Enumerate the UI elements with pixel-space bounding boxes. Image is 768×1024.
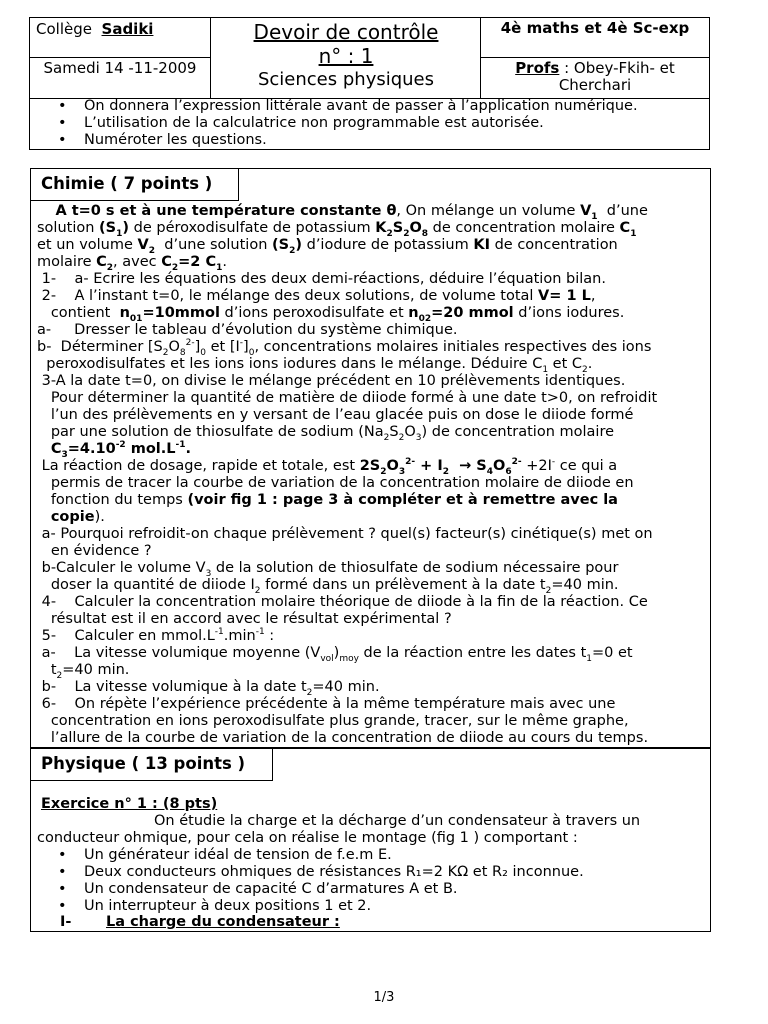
exam-classes: 4è maths et 4è Sc-exp	[500, 19, 690, 37]
component-item: • Un générateur idéal de tension de f.e.m E.	[30, 847, 584, 864]
page-number: 1/3	[373, 990, 395, 1005]
exercise-title: Exercice n° 1 : (8 pts)	[41, 796, 218, 812]
instructions-list	[30, 98, 638, 149]
components-list	[30, 847, 584, 915]
college-name: Sadiki	[101, 20, 154, 38]
exam-subject: Sciences physiques	[257, 69, 435, 90]
exam-date: Samedi 14 -11-2009	[43, 59, 197, 77]
exercise-intro-line2: conducteur ohmique, pour cela on réalise le montage (fig 1 ) comportant :	[37, 830, 578, 846]
college-cell	[36, 21, 153, 38]
exam-profs	[484, 60, 706, 94]
profs-label: Profs	[515, 59, 560, 77]
instruction-item: • L’utilisation de la calculatrice non programmable est autorisée.	[30, 115, 638, 132]
profs-names: : Obey-Fkih- et Cherchari	[558, 59, 675, 94]
exam-title: Devoir de contrôle	[253, 20, 439, 44]
instruction-item: • Numéroter les questions.	[30, 132, 638, 149]
component-item: • Un condensateur de capacité C d’armatures A et B.	[30, 881, 584, 898]
component-item: • Un interrupteur à deux positions 1 et 2.	[30, 898, 584, 915]
exam-number: n° : 1	[318, 44, 374, 68]
physique-title: Physique ( 13 points )	[30, 748, 273, 781]
exercise-intro-line1: On étudie la charge et la décharge d’un condensateur à travers un	[154, 813, 641, 829]
chimie-text: A t=0 s et à une température constante θ, On mélange un volume $V_1$ d’une solution $(S_1)$ de péroxodisulfate de potassium $K_2S_2O_8$ de concentration molaire $C_1$ et un volume $V_2$ d’une solution $(S_2)$ d’iodure de potassium KI de concentration molaire $C_2$, avec $C_2=2$ $C_1$. 1- a- Ecrire les équations des deux demi-réactions, déduire l’équation bilan. 2- A l’instant t=0, le mélange des deux solutions, de volume total V= 1 L, contient $n_{01}=10mmol$ d’ions peroxodisulfate et $n_{02}=20$ mmol d’ions iodures. a- Dresser le tableau d’évolution du système chimique. b- Déterminer $[S_2O_8^{2-}]_0$ et $[I^-]_0$, concentrations molaires initiales respectives des ions peroxodisulfates et les ions ions iodures dans le mélange. Déduire $C_1$ et $C_2$. 3-A la date t=0, on divise le mélange précédent en 10 prélèvements identiques. Pour déterminer la quantité de matière de diiode formé à une date t>0, on refroidit l’un des prélèvements en y versant de l’eau glacée puis on dose le diiode formé par une solution de thiosulfate de sodium $(Na_2S_2O_3)$ de concentration molaire $C_3=4.10^{-2}$ $mol.L^{-1}$. La réaction de dosage, rapide et totale, est $2S_2O_3^{2-} + I_2 \to S_4O_6^{2-} +2I^-$ ce qui a permis de tracer la courbe de variation de la concentration molaire de diiode en fonction du temps (voir fig 1 : page 3 à compléter et à remettre avec la copie). a- Pourquoi refroidit-on chaque prélèvement ? quel(s) facteur(s) cinétique(s) met on en évidence ? b-Calculer le volume $V_3$ de la solution de thiosulfate de sodium nécessaire pour doser la quantité de diiode $I_2$ formé dans un prélèvement à la date $t_2=40$ min. 4- Calculer la concentration molaire théorique de diiode à la fin de la réaction. Ce résultat est il en accord avec le résultat expérimental ? 5- Calculer en $mmol.L^{-1}.\min^{-1}$ : a- La vitesse volumique moyenne $(V_{vol})_{moy}$ de la réaction entre les dates $t_1=0$ et $t_2=40$ min. b- La vitesse volumique à la date $t_2=40$ min. 6- On répète l’expérience précédente à la même température mais avec une concentration en ions peroxodisulfate plus grande, tracer, sur le même graphe, l’allure de la courbe de variation de la concentration de diiode au cours du temps.	[37, 203, 658, 746]
component-item: • Deux conducteurs ohmiques de résistances R₁=2 KΩ et R₂ inconnue.	[30, 864, 584, 881]
section-title: La charge du condensateur :	[106, 914, 340, 930]
section-number: I-	[60, 914, 72, 930]
instruction-item: • On donnera l’expression littérale avant de passer à l’application numérique.	[30, 98, 638, 115]
chimie-title: Chimie ( 7 points )	[30, 168, 239, 201]
college-label: Collège	[36, 20, 92, 38]
